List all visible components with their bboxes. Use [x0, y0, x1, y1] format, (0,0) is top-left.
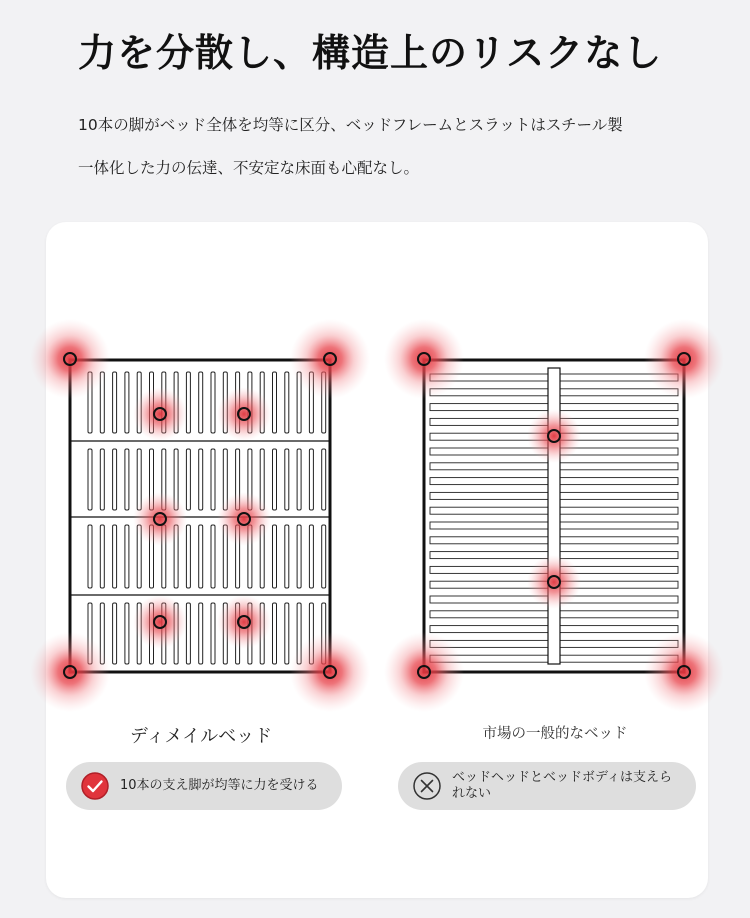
slat [186, 372, 190, 433]
slat [285, 449, 289, 510]
common-bed-frame [424, 360, 684, 672]
support-point-marker [217, 595, 271, 649]
support-point-marker [527, 555, 581, 609]
support-point-marker [384, 319, 464, 399]
dimail-bed-label: ディメイルベッド [129, 726, 273, 747]
support-point-marker [217, 387, 271, 441]
common-result-badge [398, 762, 696, 810]
support-point-marker [644, 632, 724, 712]
dimail-result-badge [66, 762, 342, 810]
slat [100, 525, 104, 588]
support-point-marker [527, 409, 581, 463]
slat [125, 603, 129, 664]
slat [273, 525, 277, 588]
slat [309, 449, 313, 510]
slat [113, 449, 117, 510]
slat [309, 525, 313, 588]
slat [199, 525, 203, 588]
slat [211, 449, 215, 510]
slat [322, 449, 326, 510]
slat [125, 525, 129, 588]
slat [199, 372, 203, 433]
support-point-marker [133, 595, 187, 649]
check-circle-icon [80, 771, 110, 801]
slat [113, 372, 117, 433]
slat [199, 603, 203, 664]
support-point-marker [384, 632, 464, 712]
slat [285, 603, 289, 664]
slat [113, 603, 117, 664]
left-bed-slats [88, 372, 326, 664]
slat [186, 525, 190, 588]
slat [285, 525, 289, 588]
description-line-1: 10本の脚がベッド全体を均等に区分、ベッドフレームとスラットはスチール製 [78, 116, 623, 134]
x-circle-icon [412, 771, 442, 801]
support-point-marker [30, 632, 110, 712]
description-line-2: 一体化した力の伝達、不安定な床面も心配なし。 [78, 159, 420, 177]
slat [113, 525, 117, 588]
slat [88, 525, 92, 588]
slat [186, 603, 190, 664]
slat [186, 449, 190, 510]
support-point-marker [217, 492, 271, 546]
page-title: 力を分散し、構造上のリスクなし [78, 31, 663, 75]
slat [211, 372, 215, 433]
slat [125, 372, 129, 433]
slat [273, 603, 277, 664]
slat [273, 372, 277, 433]
slat [88, 449, 92, 510]
support-point-marker [290, 632, 370, 712]
support-point-marker [290, 319, 370, 399]
dimail-result-text: 10本の支え脚が均等に力を受ける [120, 778, 319, 793]
slat [297, 525, 301, 588]
common-bed-label: 市場の一般的なベッド [482, 726, 628, 742]
slat [100, 449, 104, 510]
slat [273, 449, 277, 510]
support-point-marker [133, 492, 187, 546]
support-point-marker [133, 387, 187, 441]
slat [199, 449, 203, 510]
slat [322, 525, 326, 588]
slat [297, 449, 301, 510]
slat [211, 525, 215, 588]
slat [285, 372, 289, 433]
slat [211, 603, 215, 664]
support-point-marker [644, 319, 724, 399]
dimail-bed-frame [70, 360, 330, 672]
common-result-text: ベッドヘッドとベッドボディは支えられない [452, 770, 672, 801]
support-point-marker [30, 319, 110, 399]
slat [125, 449, 129, 510]
